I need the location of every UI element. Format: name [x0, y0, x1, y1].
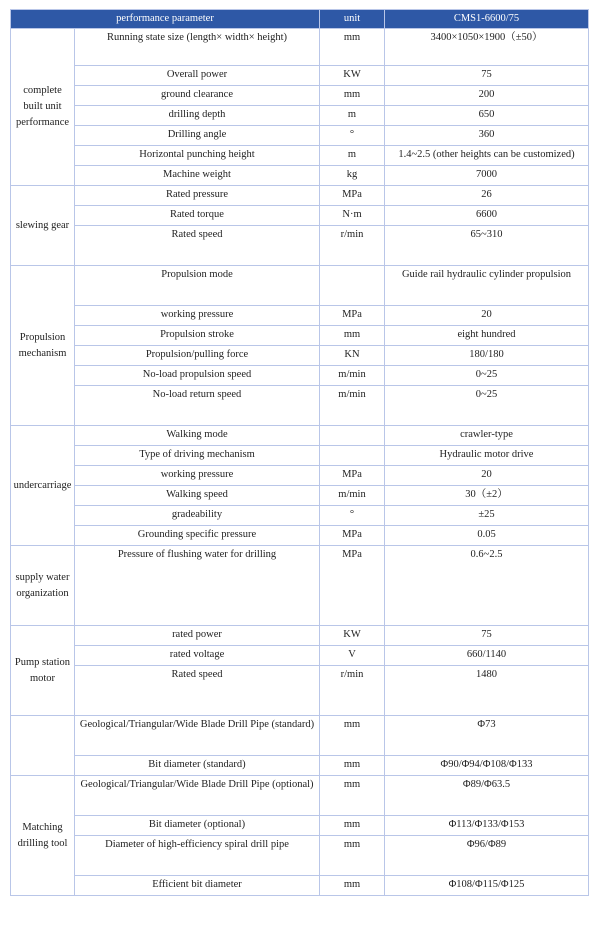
value-cell: ±25 [385, 506, 589, 526]
table-header-row [11, 10, 589, 29]
unit-cell: mm [320, 86, 385, 106]
parameter-cell: Geological/Triangular/Wide Blade Drill Pipe (standard) [75, 716, 320, 756]
parameter-cell: Bit diameter (optional) [75, 816, 320, 836]
parameter-cell: Running state size (length× width× height) [75, 29, 320, 66]
parameter-cell: rated voltage [75, 646, 320, 666]
value-cell: 0~25 [385, 366, 589, 386]
table-row [11, 506, 589, 526]
parameter-cell: Rated pressure [75, 186, 320, 206]
spec-table-container [10, 9, 588, 896]
parameter-cell: working pressure [75, 306, 320, 326]
unit-cell: ° [320, 506, 385, 526]
table-row [11, 206, 589, 226]
parameter-cell: Rated speed [75, 226, 320, 266]
value-cell: 20 [385, 306, 589, 326]
parameter-cell: Walking mode [75, 426, 320, 446]
unit-cell: mm [320, 816, 385, 836]
unit-cell: V [320, 646, 385, 666]
parameter-cell: gradeability [75, 506, 320, 526]
unit-cell: r/min [320, 666, 385, 716]
parameter-cell: Grounding specific pressure [75, 526, 320, 546]
unit-cell: mm [320, 756, 385, 776]
category-cell: Pump station motor [11, 626, 75, 716]
unit-cell: mm [320, 326, 385, 346]
value-cell: 360 [385, 126, 589, 146]
category-cell: Matching drilling tool [11, 776, 75, 896]
parameter-cell: ground clearance [75, 86, 320, 106]
table-body [11, 29, 589, 896]
table-row [11, 106, 589, 126]
header-model: CMS1-6600/75 [385, 10, 589, 29]
table-row [11, 86, 589, 106]
value-cell: 30（±2） [385, 486, 589, 506]
unit-cell [320, 446, 385, 466]
table-row [11, 66, 589, 86]
unit-cell: MPa [320, 526, 385, 546]
table-row [11, 446, 589, 466]
header-unit: unit [320, 10, 385, 29]
unit-cell [320, 266, 385, 306]
unit-cell: m/min [320, 366, 385, 386]
parameter-cell: working pressure [75, 466, 320, 486]
value-cell: Φ96/Φ89 [385, 836, 589, 876]
parameter-cell: drilling depth [75, 106, 320, 126]
value-cell: Guide rail hydraulic cylinder propulsion [385, 266, 589, 306]
table-row [11, 836, 589, 876]
table-row [11, 876, 589, 896]
value-cell: 0.6~2.5 [385, 546, 589, 626]
value-cell: 6600 [385, 206, 589, 226]
category-cell [11, 716, 75, 776]
parameter-cell: Overall power [75, 66, 320, 86]
parameter-cell: rated power [75, 626, 320, 646]
table-row [11, 146, 589, 166]
parameter-cell: No-load return speed [75, 386, 320, 426]
table-row [11, 776, 589, 816]
parameter-cell: Horizontal punching height [75, 146, 320, 166]
table-row [11, 266, 589, 306]
unit-cell: kg [320, 166, 385, 186]
parameter-cell: Rated speed [75, 666, 320, 716]
value-cell: 660/1140 [385, 646, 589, 666]
unit-cell: m [320, 146, 385, 166]
value-cell: 7000 [385, 166, 589, 186]
parameter-cell: Bit diameter (standard) [75, 756, 320, 776]
unit-cell: r/min [320, 226, 385, 266]
parameter-cell: Drilling angle [75, 126, 320, 146]
value-cell: 20 [385, 466, 589, 486]
value-cell: Φ113/Φ133/Φ153 [385, 816, 589, 836]
unit-cell: m/min [320, 386, 385, 426]
table-row [11, 816, 589, 836]
unit-cell: MPa [320, 186, 385, 206]
table-row [11, 166, 589, 186]
value-cell: eight hundred [385, 326, 589, 346]
value-cell: 1.4~2.5 (other heights can be customized) [385, 146, 589, 166]
value-cell: crawler-type [385, 426, 589, 446]
parameter-cell: Type of driving mechanism [75, 446, 320, 466]
table-row [11, 716, 589, 756]
unit-cell: mm [320, 716, 385, 756]
unit-cell: KW [320, 66, 385, 86]
table-row [11, 546, 589, 626]
value-cell: Φ89/Φ63.5 [385, 776, 589, 816]
unit-cell: m [320, 106, 385, 126]
parameter-cell: Diameter of high-efficiency spiral drill pipe [75, 836, 320, 876]
table-row [11, 126, 589, 146]
table-row [11, 29, 589, 66]
parameter-cell: No-load propulsion speed [75, 366, 320, 386]
table-row [11, 306, 589, 326]
value-cell: 0.05 [385, 526, 589, 546]
value-cell: 0~25 [385, 386, 589, 426]
table-row [11, 646, 589, 666]
table-row [11, 426, 589, 446]
value-cell: 3400×1050×1900（±50） [385, 29, 589, 66]
value-cell: Φ73 [385, 716, 589, 756]
category-cell: slewing gear [11, 186, 75, 266]
parameter-cell: Machine weight [75, 166, 320, 186]
unit-cell: KN [320, 346, 385, 366]
table-row [11, 486, 589, 506]
value-cell: Φ90/Φ94/Φ108/Φ133 [385, 756, 589, 776]
table-row [11, 626, 589, 646]
table-row [11, 756, 589, 776]
unit-cell: mm [320, 776, 385, 816]
value-cell: 75 [385, 66, 589, 86]
unit-cell: mm [320, 836, 385, 876]
value-cell: 26 [385, 186, 589, 206]
parameter-cell: Propulsion mode [75, 266, 320, 306]
value-cell: Hydraulic motor drive [385, 446, 589, 466]
parameter-cell: Propulsion/pulling force [75, 346, 320, 366]
value-cell: 650 [385, 106, 589, 126]
unit-cell: MPa [320, 466, 385, 486]
unit-cell: KW [320, 626, 385, 646]
parameter-cell: Pressure of flushing water for drilling [75, 546, 320, 626]
table-row [11, 466, 589, 486]
unit-cell: mm [320, 29, 385, 66]
unit-cell [320, 426, 385, 446]
unit-cell: MPa [320, 546, 385, 626]
table-row [11, 666, 589, 716]
table-row [11, 346, 589, 366]
unit-cell: N·m [320, 206, 385, 226]
parameter-cell: Geological/Triangular/Wide Blade Drill Pipe (optional) [75, 776, 320, 816]
category-cell: undercarriage [11, 426, 75, 546]
category-cell: Propulsion mechanism [11, 266, 75, 426]
parameter-cell: Efficient bit diameter [75, 876, 320, 896]
value-cell: 65~310 [385, 226, 589, 266]
table-row [11, 186, 589, 206]
unit-cell: MPa [320, 306, 385, 326]
spec-table [10, 9, 589, 896]
table-row [11, 526, 589, 546]
parameter-cell: Rated torque [75, 206, 320, 226]
category-cell: supply water organization [11, 546, 75, 626]
category-cell: complete built unit performance [11, 29, 75, 186]
value-cell: 1480 [385, 666, 589, 716]
header-parameter: performance parameter [11, 10, 320, 29]
table-row [11, 226, 589, 266]
table-row [11, 386, 589, 426]
parameter-cell: Propulsion stroke [75, 326, 320, 346]
unit-cell: ° [320, 126, 385, 146]
unit-cell: mm [320, 876, 385, 896]
parameter-cell: Walking speed [75, 486, 320, 506]
value-cell: 180/180 [385, 346, 589, 366]
value-cell: 75 [385, 626, 589, 646]
value-cell: Φ108/Φ115/Φ125 [385, 876, 589, 896]
table-row [11, 366, 589, 386]
table-row [11, 326, 589, 346]
unit-cell: m/min [320, 486, 385, 506]
value-cell: 200 [385, 86, 589, 106]
